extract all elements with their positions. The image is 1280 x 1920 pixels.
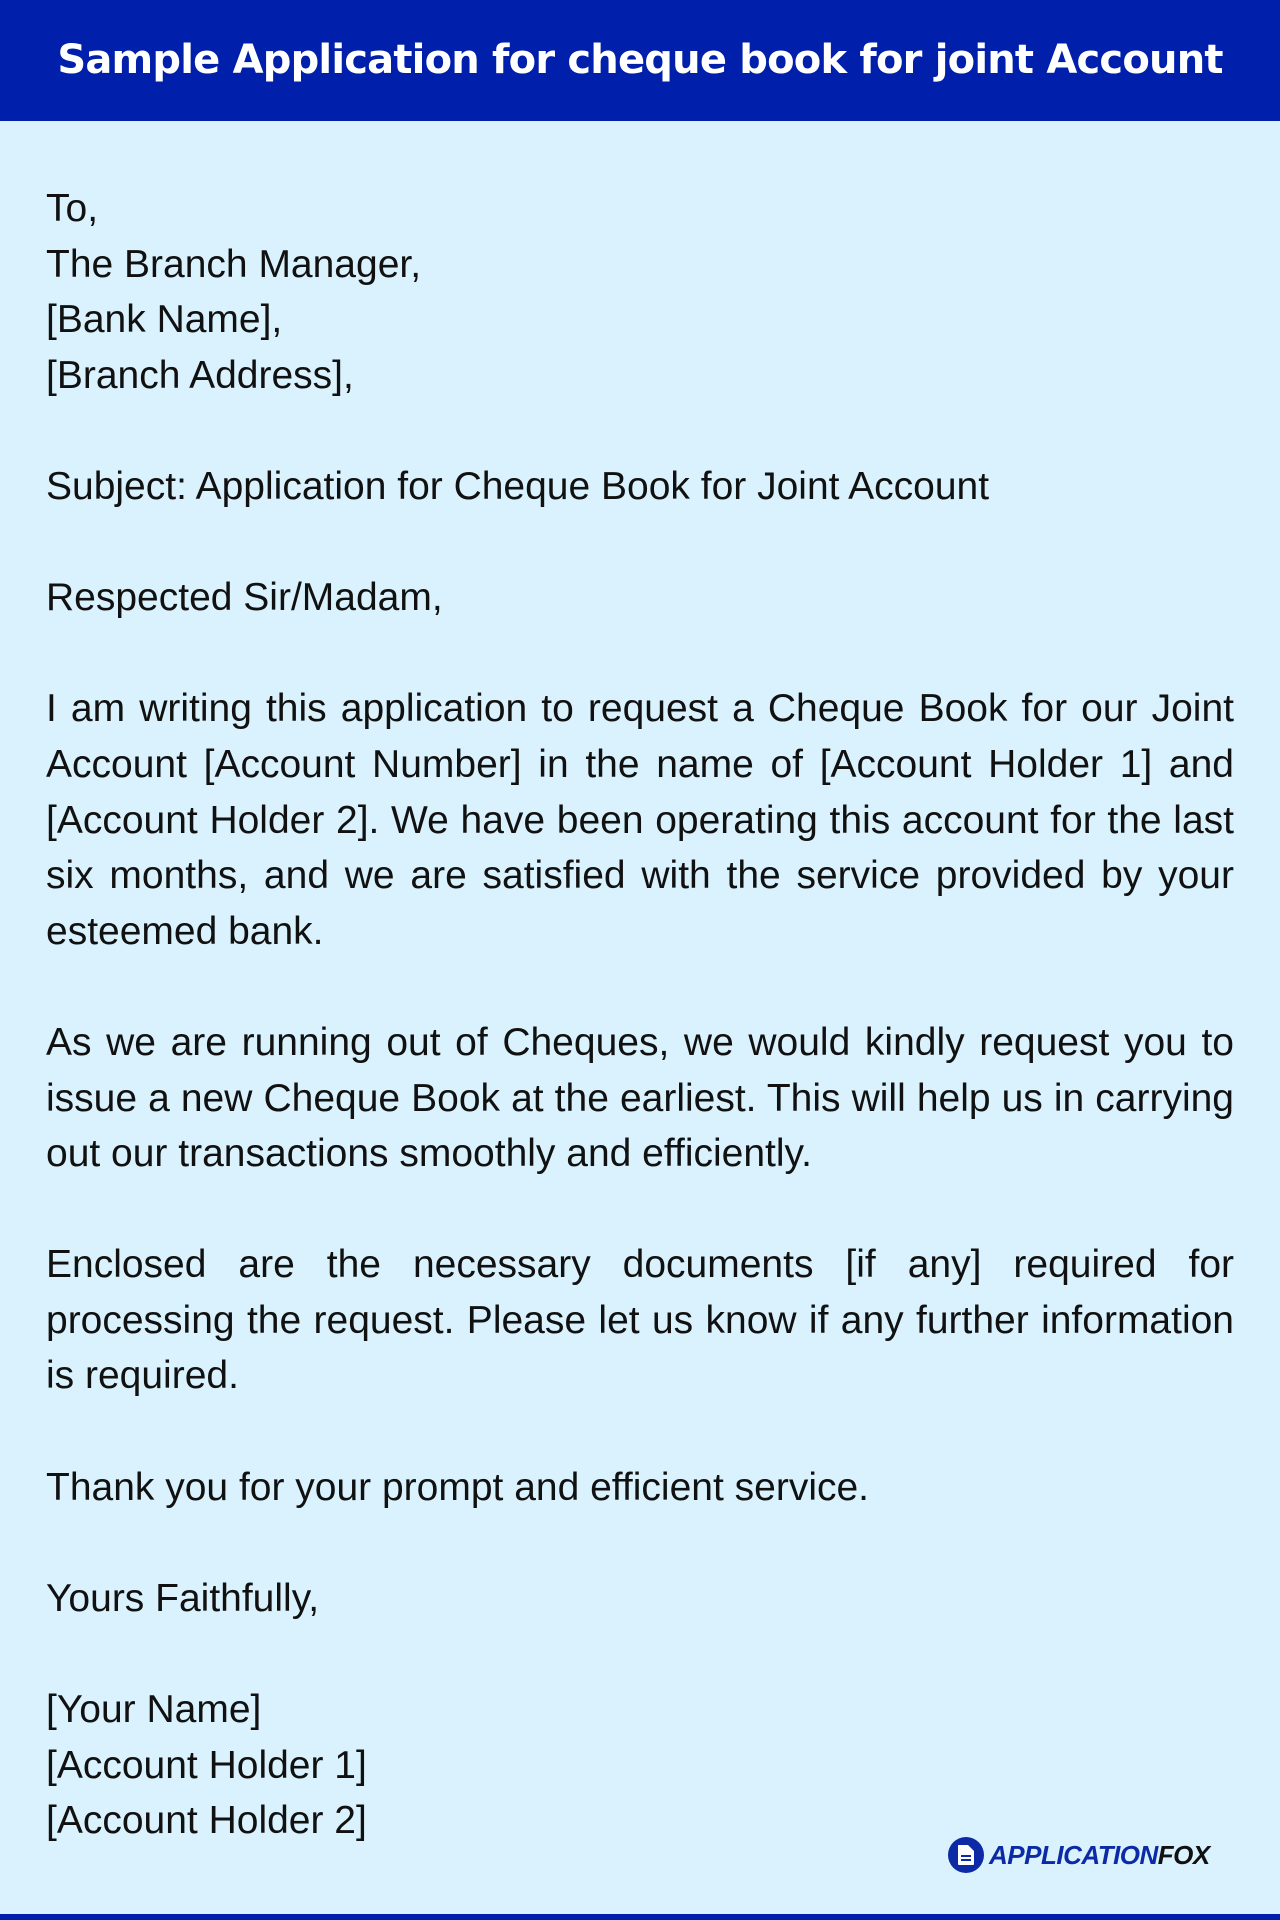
page-title: Sample Application for cheque book for joint Account	[57, 36, 1223, 83]
signature-block	[46, 1682, 1234, 1849]
body-paragraph: Enclosed are the necessary documents [if any] required for processing the request. Please let us know if any further information is required.	[46, 1243, 1234, 1398]
letter-body	[46, 181, 1234, 1849]
recipient-line: [Bank Name],	[46, 298, 283, 342]
recipient-line: To,	[46, 187, 99, 230]
subject-line: Subject: Application for Cheque Book for Joint Account	[46, 464, 990, 508]
recipient-line: [Branch Address],	[46, 353, 354, 397]
signature-line: [Your Name]	[46, 1688, 262, 1732]
signature-line: [Account Holder 2]	[46, 1799, 367, 1843]
signature-line: [Account Holder 1]	[46, 1743, 367, 1787]
document-icon	[948, 1837, 984, 1873]
body-paragraph: As we are running out of Cheques, we would kindly request you to issue a new Cheque Book at the earliest. This will help us in carrying out our transactions smoothly and efficiently.	[46, 1020, 1234, 1176]
closing: Yours Faithfully,	[46, 1576, 320, 1620]
page-header	[0, 0, 1280, 121]
salutation: Respected Sir/Madam,	[46, 576, 443, 620]
body-paragraph: Thank you for your prompt and efficient service.	[46, 1465, 870, 1509]
brand-name: APPLICATIONFOX	[989, 1839, 1210, 1870]
recipient-block	[46, 181, 1234, 403]
body-paragraph: I am writing this application to request a Cheque Book for our Joint Account [Account Number] in the name of [Account Holder 1] and [Account Holder 2]. We have been operating this account for the last six months, and we are satisfied with the service provided by your esteemed bank.	[46, 687, 1234, 953]
bottom-border	[0, 1914, 1280, 1920]
brand-logo	[948, 1837, 1210, 1873]
recipient-line: The Branch Manager,	[46, 242, 422, 286]
